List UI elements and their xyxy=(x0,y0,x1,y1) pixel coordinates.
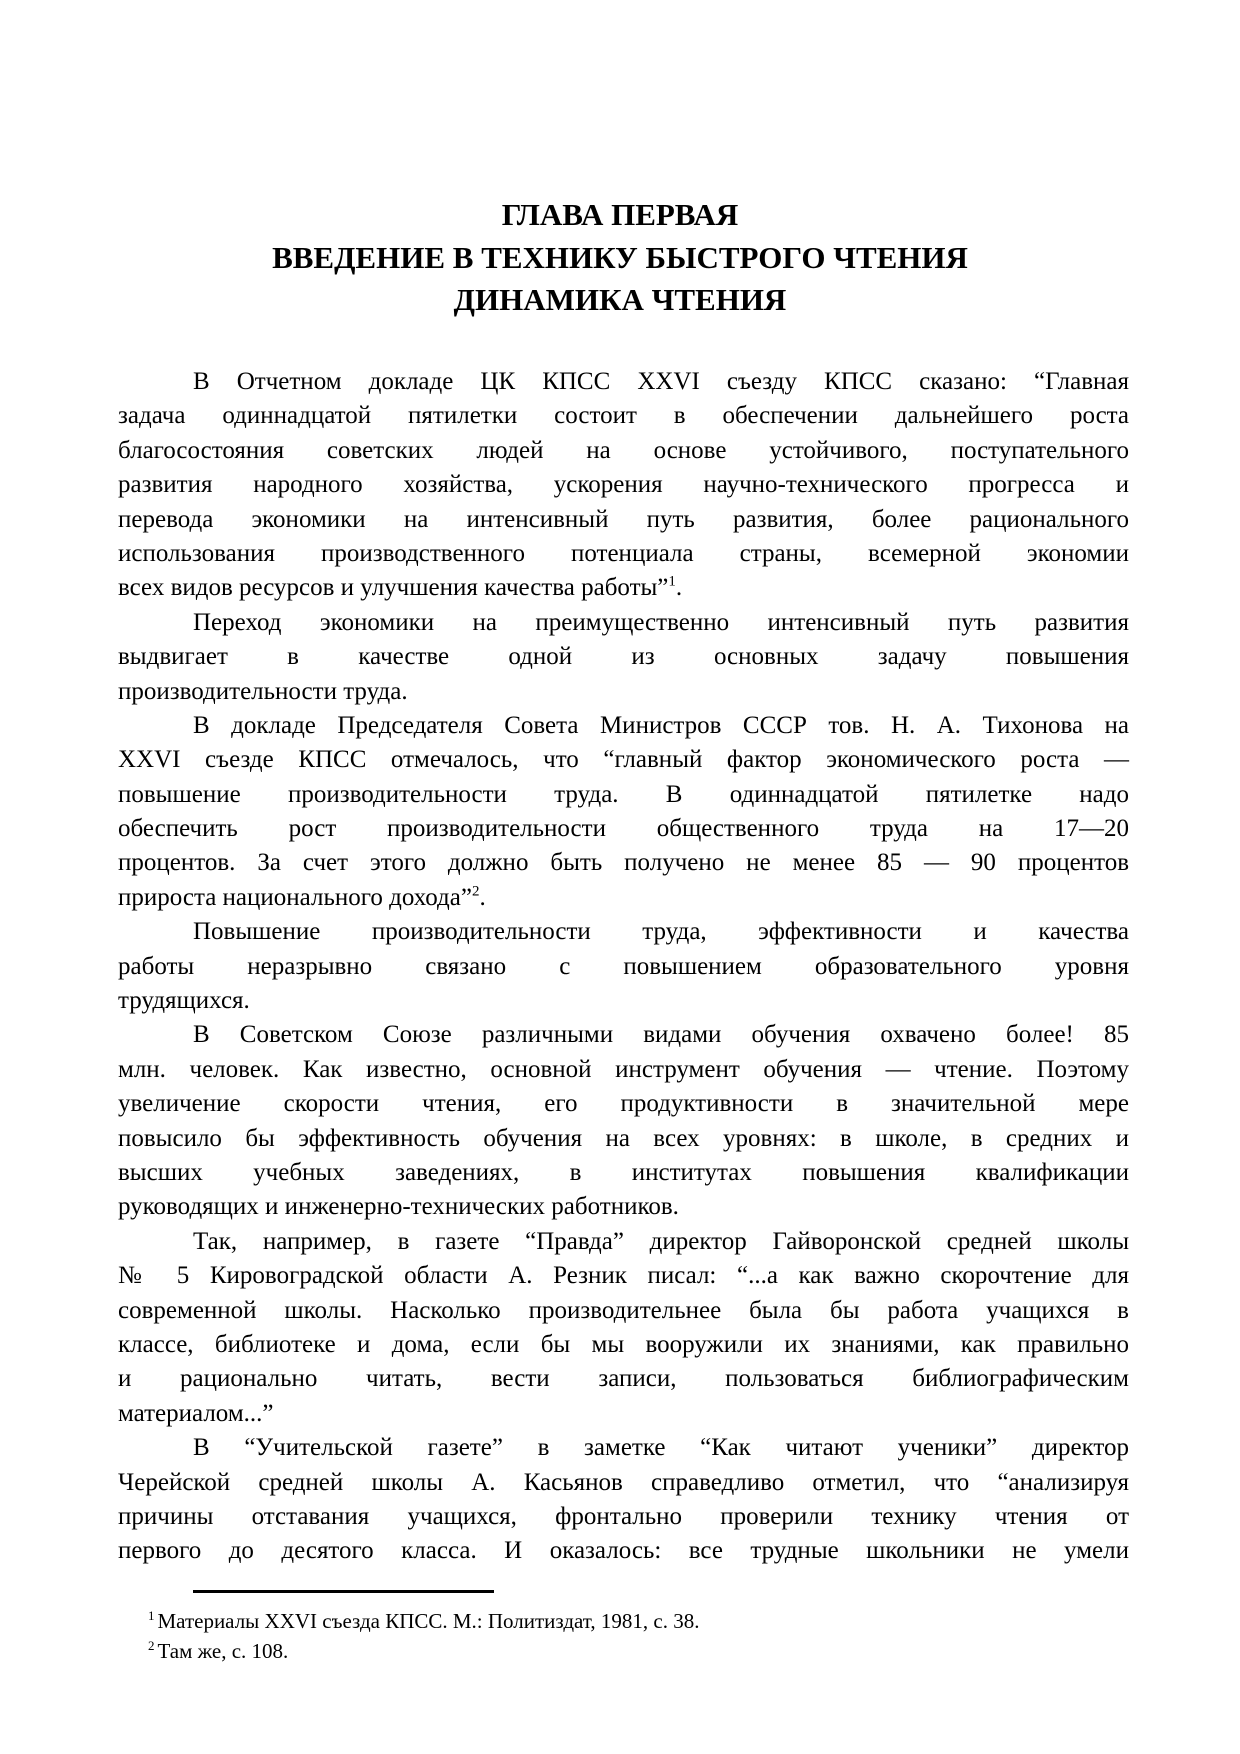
text-line: материалом...” xyxy=(118,1399,274,1427)
body-text xyxy=(118,365,1129,1569)
text-line: причины отставания учащихся, фронтально проверили технику чтения от xyxy=(118,1502,1129,1530)
text-line: трудящихся. xyxy=(118,987,250,1015)
footnote-reference: 1 xyxy=(668,574,676,591)
paragraph xyxy=(118,606,1129,709)
text-line: В Советском Союзе различными видами обучения охвачено более! 85 xyxy=(193,1021,1129,1049)
text-line: млн. человек. Как известно, основной инструмент обучения — чтение. Поэтому xyxy=(118,1055,1129,1083)
text-line: № 5 Кировоградской области А. Резник писал: “...а как важно скорочтение для xyxy=(118,1262,1129,1290)
footnote-text: Там же, с. 108. xyxy=(157,1639,289,1663)
text-line xyxy=(118,571,1129,605)
footnote xyxy=(148,1636,699,1666)
text-line: высших учебных заведениях, в институтах повышения квалификации xyxy=(118,1158,1129,1186)
text-line xyxy=(118,881,1129,915)
text-line: задача одиннадцатой пятилетки состоит в обеспечении дальнейшего роста xyxy=(118,402,1129,430)
chapter-heading xyxy=(0,194,1240,322)
paragraph xyxy=(118,1431,1129,1569)
text-line-content: прироста национального дохода” xyxy=(118,883,472,911)
text-line: первого до десятого класса. И оказалось: все трудные школьники не умели xyxy=(118,1537,1129,1565)
paragraph xyxy=(118,709,1129,915)
text-line: классе, библиотеке и дома, если бы мы вооружили их знаниями, как правильно xyxy=(118,1330,1129,1358)
text-line: развития народного хозяйства, ускорения научно-технического прогресса и xyxy=(118,471,1129,499)
text-line: Повышение производительности труда, эффективности и качества xyxy=(193,918,1129,946)
text-line-content: всех видов ресурсов и улучшения качества работы” xyxy=(118,574,669,602)
footnote-reference: 2 xyxy=(471,883,480,900)
footnote-number: 2 xyxy=(148,1638,155,1653)
text-line-end: . xyxy=(479,883,486,911)
heading-line: ГЛАВА ПЕРВАЯ xyxy=(501,197,739,232)
text-line: В Отчетном докладе ЦК КПСС XXVI съезду КПСС сказано: “Главная xyxy=(193,368,1129,395)
text-line: процентов. За счет этого должно быть получено не менее 85 — 90 процентов xyxy=(118,849,1129,877)
text-line: производительности труда. xyxy=(118,677,408,705)
text-line: выдвигает в качестве одной из основных задачу повышения xyxy=(118,643,1129,671)
text-line: руководящих и инженерно-технических работников. xyxy=(118,1193,679,1221)
footnote xyxy=(148,1606,699,1636)
heading-line: ДИНАМИКА ЧТЕНИЯ xyxy=(453,282,787,317)
text-line-end: . xyxy=(675,574,683,602)
text-line: В докладе Председателя Совета Министров СССР тов. Н. А. Тихонова на xyxy=(193,711,1129,739)
footnotes xyxy=(148,1606,699,1666)
text-line: XXVI съезде КПСС отмечалось, что “главный фактор экономического роста — xyxy=(118,746,1129,774)
paragraph xyxy=(118,1018,1129,1224)
footnote-separator xyxy=(193,1590,494,1593)
text-line: и рационально читать, вести записи, пользоваться библиографическим xyxy=(118,1365,1129,1393)
text-line: современной школы. Насколько производительнее была бы работа учащихся в xyxy=(118,1296,1129,1324)
text-line: Черейской средней школы А. Касьянов справедливо отметил, что “анализируя xyxy=(118,1468,1129,1496)
footnote-number: 1 xyxy=(148,1608,155,1623)
text-line: работы неразрывно связано с повышением образовательного уровня xyxy=(118,952,1129,980)
text-line: повышение производительности труда. В одиннадцатой пятилетке надо xyxy=(118,780,1129,808)
footnote-text: Материалы XXVI съезда КПСС. М.: Политиздат, 1981, с. 38. xyxy=(157,1609,700,1633)
text-line: В “Учительской газете” в заметке “Как читают ученики” директор xyxy=(193,1434,1129,1462)
text-line: Переход экономики на преимущественно интенсивный путь развития xyxy=(193,608,1129,636)
paragraph xyxy=(118,915,1129,1018)
text-line: благосостояния советских людей на основе устойчивого, поступательного xyxy=(118,436,1129,464)
text-line: увеличение скорости чтения, его продуктивности в значительной мере xyxy=(118,1090,1129,1118)
text-line: повысило бы эффективность обучения на всех уровнях: в школе, в средних и xyxy=(118,1124,1129,1152)
heading-line: ВВЕДЕНИЕ В ТЕХНИКУ БЫСТРОГО ЧТЕНИЯ xyxy=(272,239,968,275)
paragraph xyxy=(118,1225,1129,1431)
text-line: перевода экономики на интенсивный путь развития, более рационального xyxy=(118,505,1129,533)
paragraph xyxy=(118,365,1129,606)
text-line: использования производственного потенциала страны, всемерной экономии xyxy=(118,539,1129,567)
text-line: обеспечить рост производительности общественного труда на 17—20 xyxy=(118,815,1129,843)
text-line: Так, например, в газете “Правда” директор Гайворонской средней школы xyxy=(193,1227,1129,1255)
